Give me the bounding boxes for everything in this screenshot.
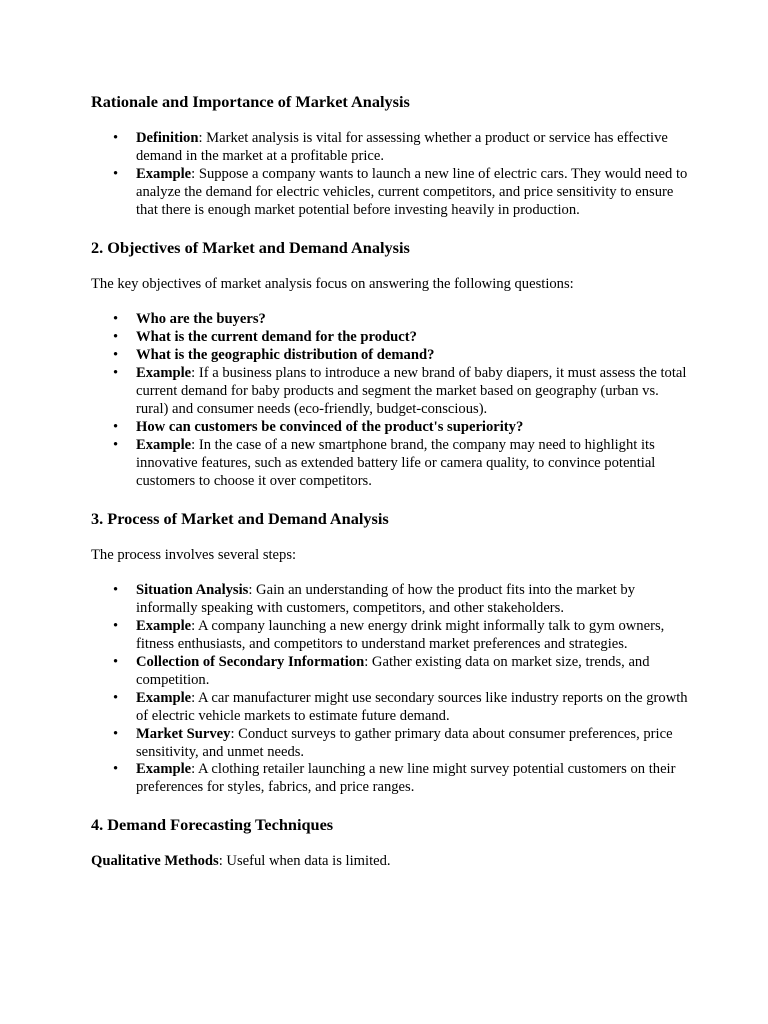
- item-label: Example: [136, 365, 192, 382]
- list-item: [136, 130, 691, 166]
- section-heading-rationale: Rationale and Importance of Market Analysis: [91, 92, 410, 111]
- bullet-list-objectives: [91, 311, 691, 490]
- item-text: : If a business plans to introduce a new brand of baby diapers, it must assess the total current demand for baby products and segment the market based on geography (urban vs. rural) and consumer needs (eco-friendly, budget-conscious).: [136, 365, 687, 417]
- item-label: How can customers be convinced of the product's superiority?: [136, 418, 524, 435]
- item-label: Example: [136, 436, 192, 453]
- paragraph-text: : Useful when data is limited.: [218, 853, 391, 870]
- item-label: Situation Analysis: [136, 582, 249, 599]
- list-item: [136, 347, 691, 365]
- item-text: : Market analysis is vital for assessing whether a product or service has effective demand in the market at a profitable price.: [136, 130, 668, 164]
- section-paragraph: [91, 853, 691, 871]
- bullet-list-process: [91, 582, 691, 797]
- list-item: [136, 365, 691, 419]
- item-label: Market Survey: [136, 725, 231, 742]
- item-text: : Conduct surveys to gather primary data about consumer preferences, price sensitivity, and unmet needs.: [136, 725, 673, 760]
- item-text: : Gain an understanding of how the product fits into the market by informally speaking with customers, competitors, and other stakeholders.: [136, 582, 635, 617]
- document-page: [91, 92, 691, 871]
- item-label: What is the current demand for the product?: [136, 329, 417, 346]
- list-item: [136, 329, 691, 347]
- section-heading-objectives: 2. Objectives of Market and Demand Analysis: [91, 237, 410, 257]
- item-text: : A company launching a new energy drink might informally talk to gym owners, fitness enthusiasts, and competitors to understand market preferences and strategies.: [136, 618, 665, 653]
- item-label: What is the geographic distribution of demand?: [136, 347, 435, 364]
- section-intro: The key objectives of market analysis focus on answering the following questions:: [91, 275, 574, 292]
- section-heading-process: 3. Process of Market and Demand Analysis: [91, 508, 389, 528]
- list-item: [136, 437, 691, 491]
- item-text: : Gather existing data on market size, trends, and competition.: [136, 654, 650, 688]
- list-item: [136, 690, 691, 726]
- list-item: [136, 726, 691, 762]
- bullet-list-rationale: [91, 130, 691, 220]
- item-label: Example: [136, 618, 192, 635]
- list-item: [136, 654, 691, 690]
- section-intro: The process involves several steps:: [91, 546, 297, 563]
- list-item: [136, 166, 691, 220]
- list-item: [136, 761, 691, 797]
- list-item: [136, 582, 691, 618]
- section-heading-forecasting: 4. Demand Forecasting Techniques: [91, 815, 334, 835]
- item-label: Collection of Secondary Information: [136, 654, 365, 671]
- item-text: : Suppose a company wants to launch a new line of electric cars. They would need to analyze the demand for electric vehicles, current competitors, and price sensitivity to ensure that there is enough market potential before investing heavily in production.: [136, 165, 688, 218]
- item-label: Definition: [136, 130, 199, 146]
- paragraph-label: Qualitative Methods: [91, 853, 219, 870]
- item-text: : A car manufacturer might use secondary sources like industry reports on the growth of electric vehicle markets to estimate future demand.: [136, 689, 688, 724]
- list-item: [136, 618, 691, 654]
- item-label: Who are the buyers?: [136, 311, 266, 328]
- item-label: Example: [136, 761, 192, 778]
- list-item: [136, 419, 691, 437]
- item-label: Example: [136, 689, 192, 706]
- list-item: [136, 311, 691, 329]
- item-label: Example: [136, 165, 192, 182]
- item-text: : In the case of a new smartphone brand, the company may need to highlight its innovative features, such as extended battery life or camera quality, to convince potential customers to choose it over competitors.: [136, 436, 656, 489]
- item-text: : A clothing retailer launching a new line might survey potential customers on their preferences for styles, fabrics, and price ranges.: [136, 761, 676, 796]
